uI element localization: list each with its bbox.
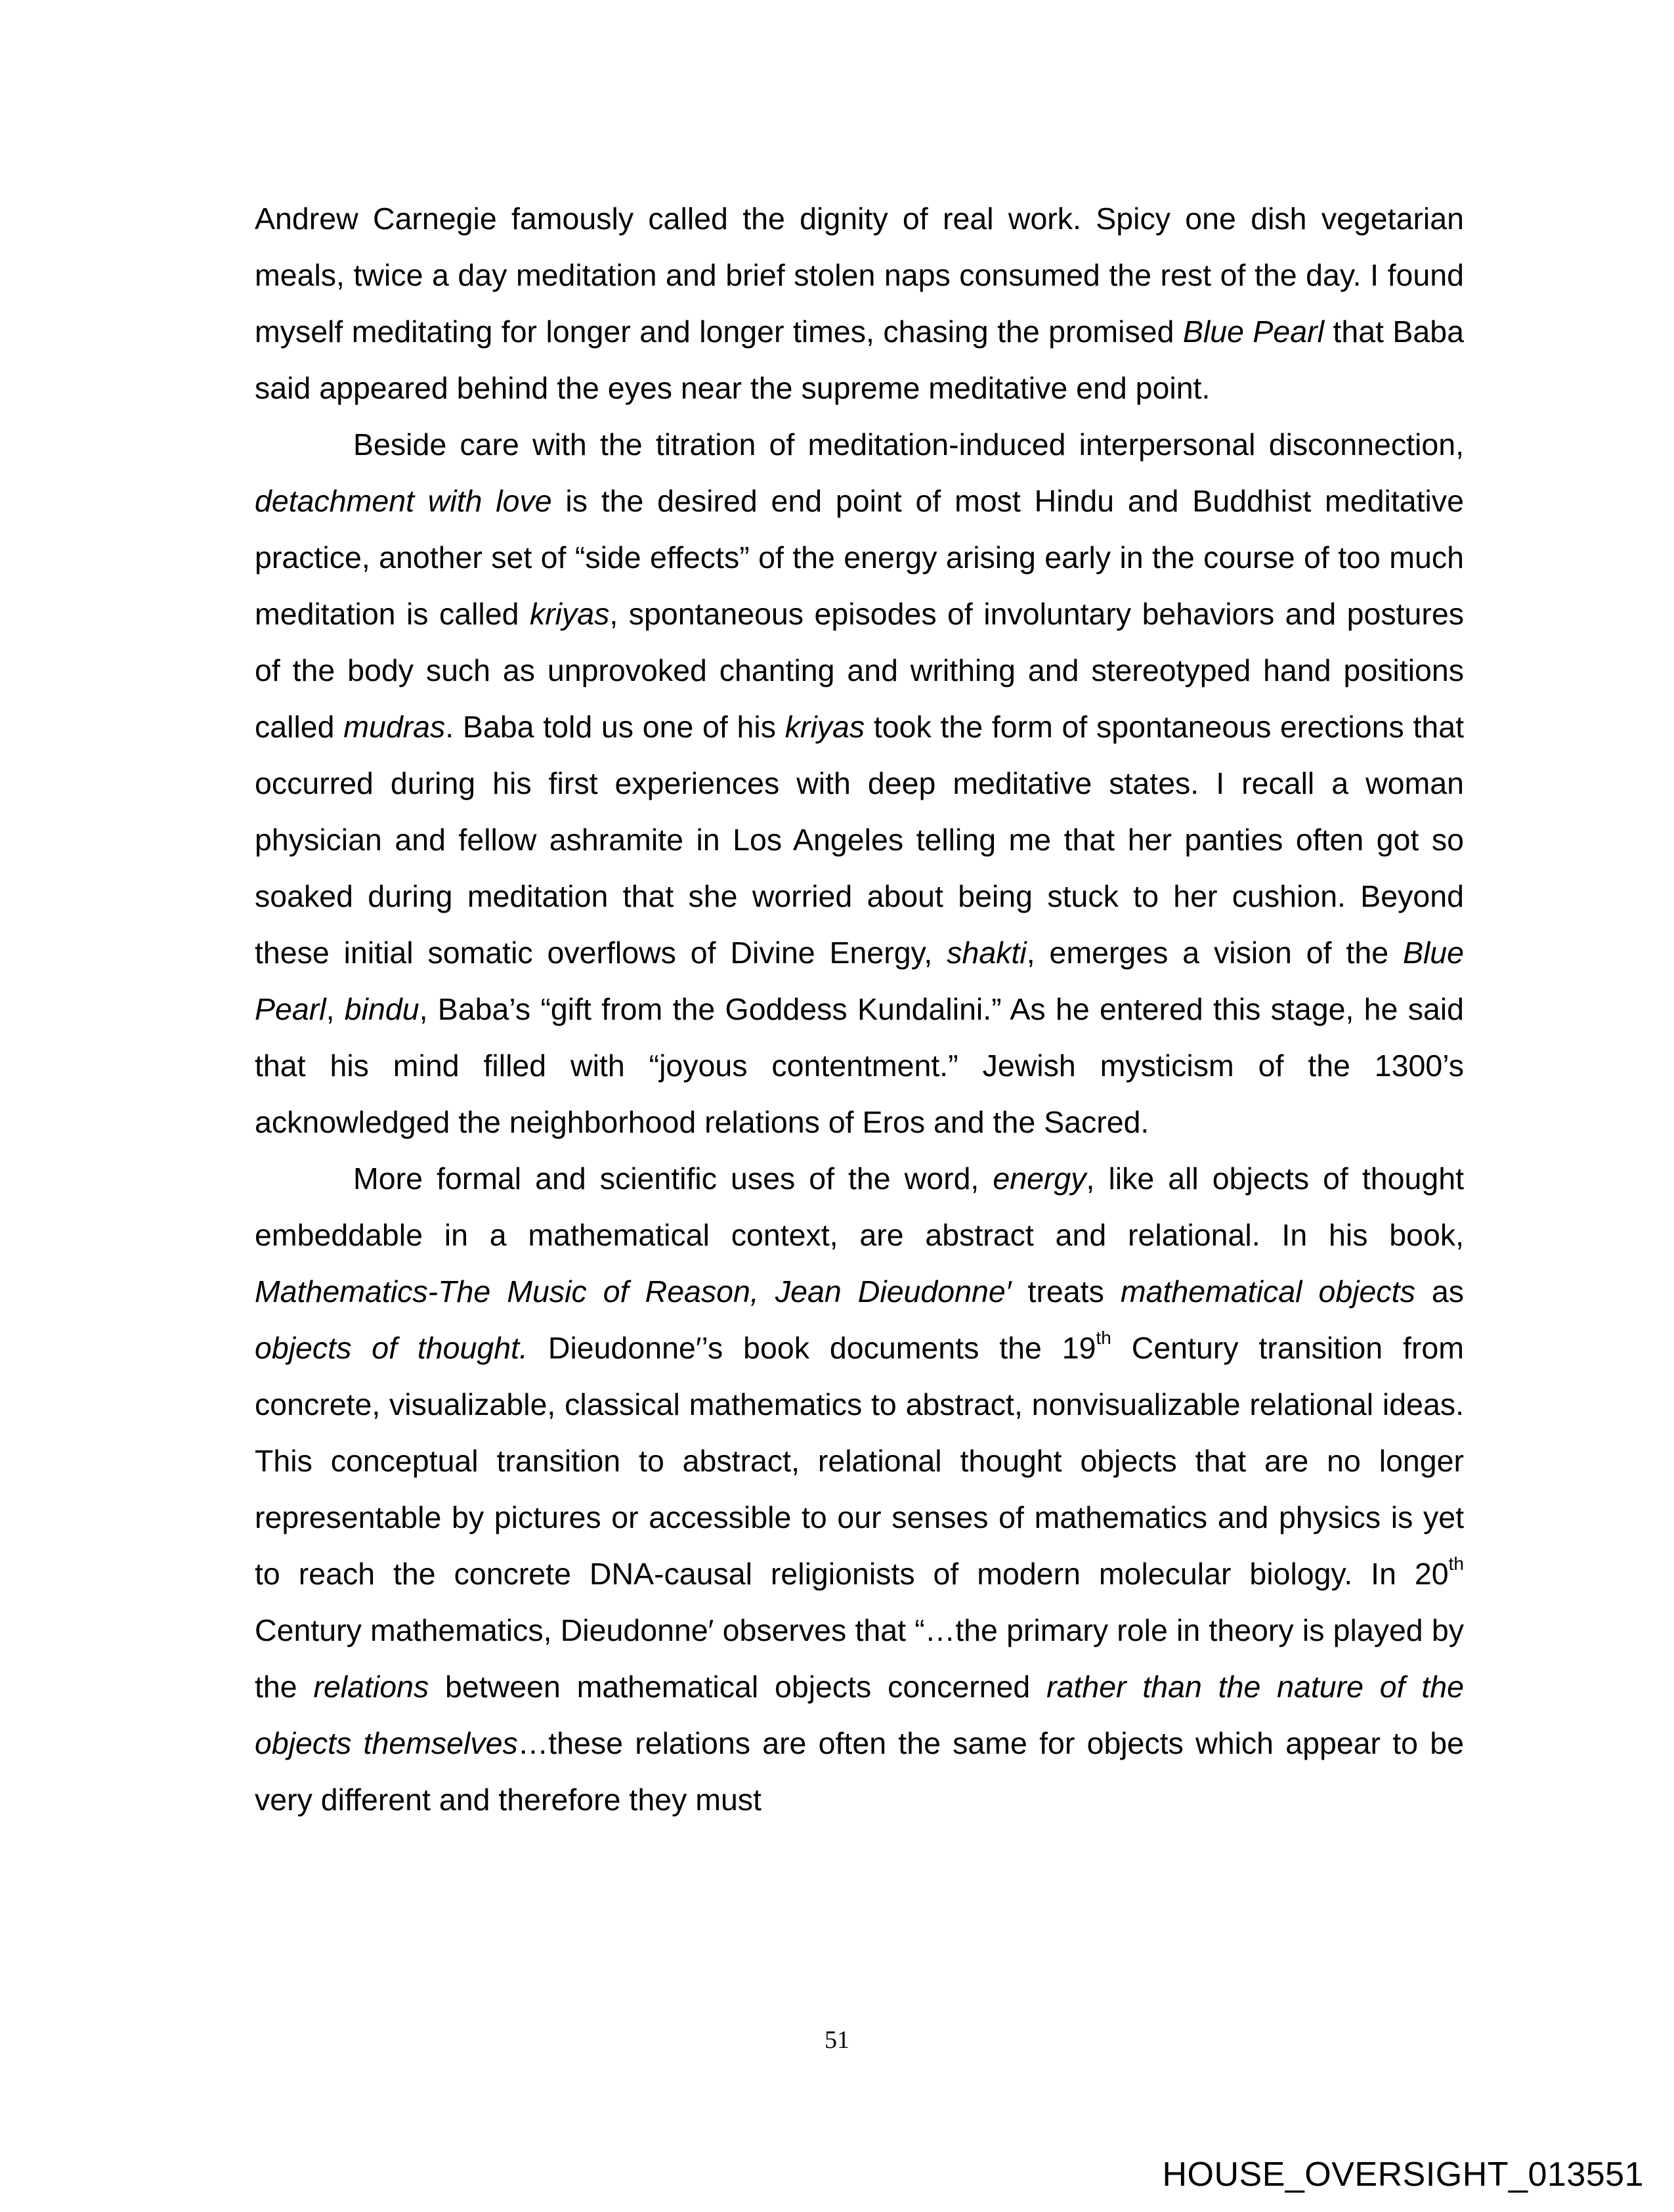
- italic-run: kriyas: [784, 710, 865, 744]
- document-body: [255, 190, 1464, 1828]
- italic-run: relations: [313, 1670, 429, 1704]
- italic-run: Blue Pearl: [255, 936, 1465, 1026]
- text-run: Dieudonne′’s book documents the 19: [527, 1331, 1096, 1365]
- page-number: 51: [825, 2026, 849, 2054]
- italic-run: kriyas: [529, 597, 610, 631]
- bates-stamp: HOUSE_OVERSIGHT_013551: [1162, 2156, 1644, 2194]
- text-run: Andrew Carnegie famously called the dignity of real work. Spicy one dish vegetarian meals, twice a day meditation and brief stolen naps consumed the rest of the day. I found myself meditating for longer and longer times, chasing the promised: [255, 202, 1464, 349]
- italic-run: mathematical objects: [1120, 1274, 1415, 1309]
- italic-run: Mathematics-The Music of Reason, Jean Dieudonne′: [255, 1274, 1012, 1309]
- italic-run: rather than the nature of the objects themselves: [255, 1670, 1464, 1760]
- italic-run: mudras: [343, 710, 446, 744]
- text-run: …these relations are often the same for objects which appear to be very different and therefore they must: [255, 1726, 1464, 1817]
- paragraph-3: [255, 1150, 1464, 1828]
- text-run: that Baba said appeared behind the eyes near the supreme meditative end point.: [255, 314, 1465, 405]
- text-run: , emerges a vision of the: [1026, 936, 1403, 970]
- superscript-run: th: [1096, 1328, 1111, 1348]
- text-run: ,: [326, 992, 345, 1026]
- text-run: treats: [1011, 1274, 1121, 1309]
- text-run: . Baba told us one of his: [445, 710, 785, 744]
- text-run: between mathematical objects concerned: [429, 1670, 1047, 1704]
- italic-run: detachment with love: [255, 484, 552, 518]
- paragraph-1: [255, 190, 1464, 416]
- italic-run: objects of thought.: [255, 1331, 528, 1365]
- text-run: , spontaneous episodes of involuntary behaviors and postures of the body such as unprovoked chanting and writhing and stereotyped hand positions called: [255, 597, 1464, 744]
- text-run: as: [1415, 1274, 1465, 1309]
- text-run: Century mathematics, Dieudonne′ observes that “…the primary role in theory is played by the: [255, 1613, 1464, 1704]
- text-run: Beside care with the titration of meditation-induced interpersonal disconnection,: [353, 427, 1464, 462]
- italic-run: energy: [993, 1161, 1086, 1196]
- text-run: Century transition from concrete, visualizable, classical mathematics to abstract, nonvisualizable relational ideas. This conceptual transition to abstract, relational thought objects that are no longer representable by pictures or accessible to our senses of mathematics and physics is yet to reach the concrete DNA-causal religionists of modern molecular biology. In 20: [255, 1331, 1465, 1591]
- italic-run: bindu: [344, 992, 419, 1026]
- paragraph-2: [255, 416, 1464, 1150]
- superscript-run: th: [1448, 1553, 1464, 1574]
- italic-run: Blue Pearl: [1182, 314, 1324, 349]
- text-run: took the form of spontaneous erections that occurred during his first experiences with deep meditative states. I recall a woman physician and fellow ashramite in Los Angeles telling me that her panties often got so soaked during meditation that she worried about being stuck to her cushion. Beyond these initial somatic overflows of Divine Energy,: [255, 710, 1465, 970]
- italic-run: shakti: [947, 936, 1027, 970]
- text-run: is the desired end point of most Hindu and Buddhist meditative practice, another set of “side effects” of the energy arising early in the course of too much meditation is called: [255, 484, 1464, 631]
- text-run: , like all objects of thought embeddable in a mathematical context, are abstract and relational. In his book,: [255, 1161, 1464, 1252]
- text-run: More formal and scientific uses of the word,: [353, 1161, 993, 1196]
- text-run: , Baba’s “gift from the Goddess Kundalini.” As he entered this stage, he said that his mind filled with “joyous contentment.” Jewish mysticism of the 1300’s acknowledged the neighborhood relations of Eros and the Sacred.: [255, 992, 1464, 1139]
